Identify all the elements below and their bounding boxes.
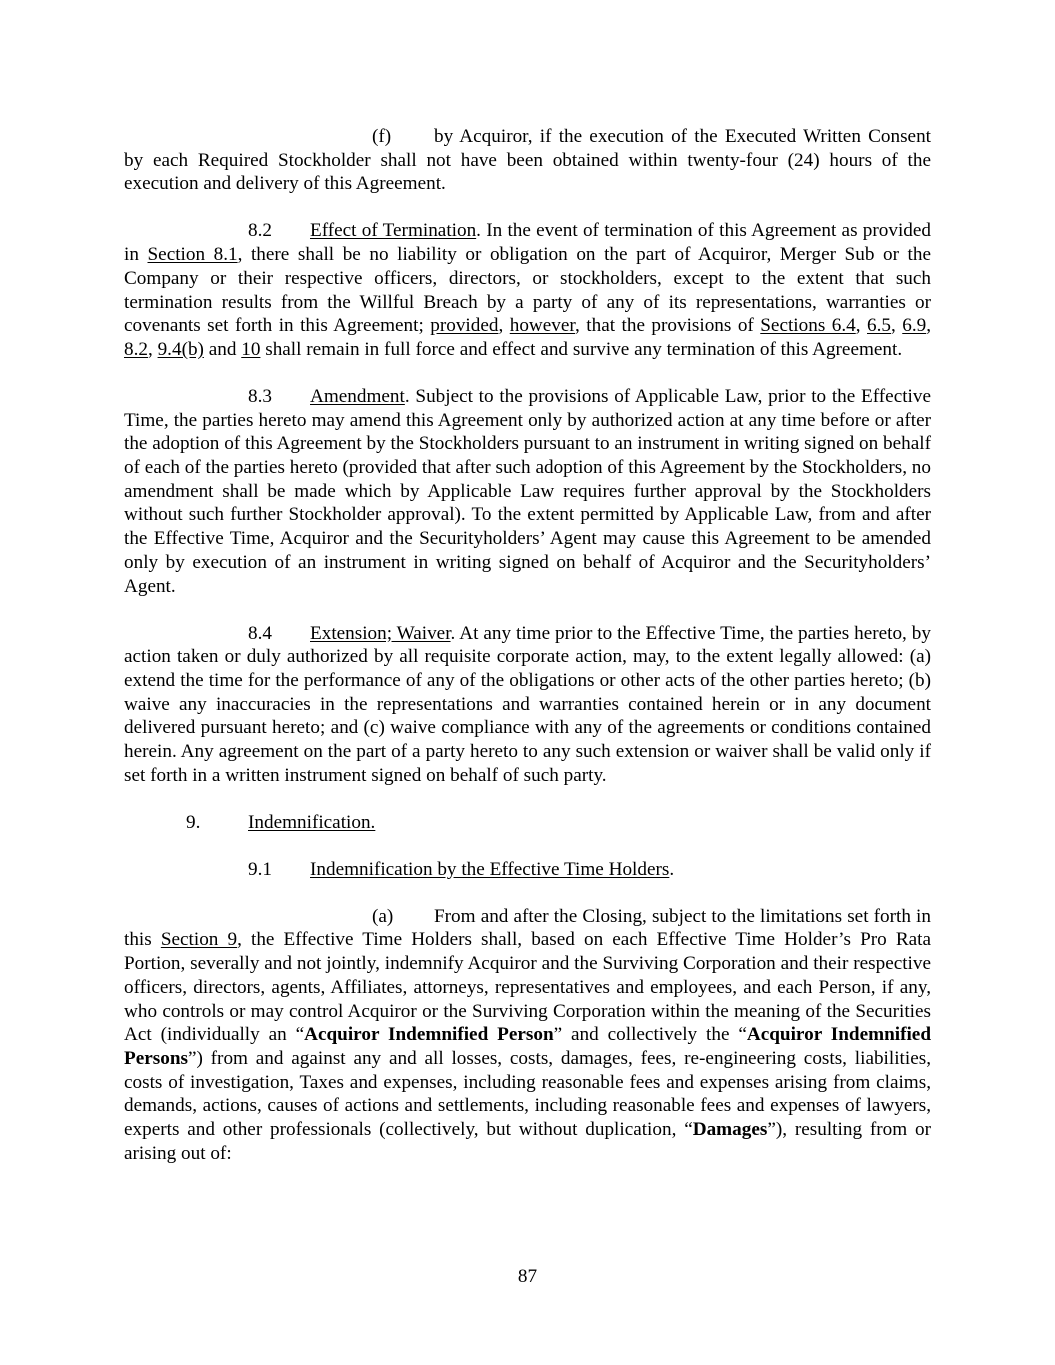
- document-page: [124, 125, 931, 1189]
- section-text: , that the provisions of: [575, 315, 761, 337]
- separator: ,: [926, 315, 932, 337]
- separator: ,: [855, 315, 867, 337]
- cross-reference-link[interactable]: Sections 6.4: [760, 315, 856, 337]
- cross-reference-link[interactable]: Section 9: [160, 929, 238, 951]
- section-text: and: [203, 338, 242, 360]
- separator: ,: [890, 315, 903, 337]
- separator: ,: [147, 338, 158, 360]
- section-8-3: [124, 385, 931, 598]
- section-number: 8.3: [248, 385, 272, 407]
- article-9-heading: [124, 811, 931, 835]
- clause-label: (f): [372, 126, 392, 147]
- emphasis-however: however: [509, 315, 576, 337]
- emphasis-provided: provided: [430, 315, 499, 337]
- paragraph-8-1-f: [124, 125, 931, 196]
- clause-label: (a): [372, 905, 394, 927]
- cross-reference-link[interactable]: 9.4(b): [157, 338, 204, 360]
- clause-text: ” and collectively the “: [553, 1024, 747, 1046]
- clause-text: by Acquiror, if the execution of the Executed Written Consent by each Required Stockholder shall not have been obtained within twenty-four (24) hours of the execution and delivery of this Agreement.: [124, 126, 931, 195]
- section-number: 8.4: [248, 622, 272, 644]
- section-title: Extension; Waiver: [310, 622, 451, 644]
- section-title: Indemnification by the Effective Time Holders: [310, 858, 670, 880]
- cross-reference-link[interactable]: 10: [241, 338, 261, 360]
- section-9-1-heading: [124, 858, 931, 882]
- article-title: Indemnification.: [248, 811, 376, 833]
- section-number: 8.2: [248, 220, 272, 242]
- section-title: Amendment: [310, 385, 405, 407]
- section-text: .: [669, 858, 675, 880]
- cross-reference-link[interactable]: 6.9: [902, 315, 927, 337]
- article-number: 9.: [186, 811, 201, 833]
- page-number: 87: [517, 1266, 538, 1287]
- clause-text: From and after the Closing, subject to the limitations set forth in this: [124, 905, 931, 951]
- defined-term: Acquiror Indemnified Persons: [124, 1024, 931, 1069]
- section-text: . Subject to the provisions of Applicable Law, prior to the Effective Time, the parties hereto may amend this Agreement only by authorized action at any time before or after the adoption of this Agreement by the Stockholders pursuant to an instrument in writing signed on behalf of each of the parties hereto (provided that after such adoption of this Agreement by the Stockholders, no amendment shall be made which by Applicable Law requires further approval by the Stockholders without such further Stockholder approval). To the extent permitted by Applicable Law, from and after the Effective Time, Acquiror and the Securityholders’ Agent may cause this Agreement to be amended only by execution of an instrument in writing signed on behalf of Acquiror and the Securityholders’ Agent.: [124, 385, 931, 597]
- section-8-2: [124, 219, 931, 361]
- section-9-1-a: [124, 905, 931, 1166]
- clause-text: ”) from and against any and all losses, costs, damages, fees, re-engineering costs, liabilities, costs of investigation, Taxes and expenses, including reasonable fees and expenses arising from claims, demands, actions, causes of actions and settlements, including reasonable fees and expenses of lawyers, experts and other professionals (collectively, but without duplication, “: [124, 1047, 931, 1141]
- cross-reference-link[interactable]: Section 8.1: [147, 244, 238, 266]
- section-8-4: [124, 622, 931, 788]
- defined-term: Acquiror Indemnified Person: [304, 1024, 554, 1046]
- clause-text: ”), resulting from or arising out of:: [124, 1119, 931, 1164]
- defined-term: Damages: [692, 1119, 768, 1141]
- cross-reference-link[interactable]: 6.5: [867, 315, 891, 337]
- section-text: . In the event of termination of this Agreement as provided in: [124, 220, 932, 266]
- section-text: , there shall be no liability or obligation on the part of Acquiror, Merger Sub or the Company or their respective officers, directors, or stockholders, except to the extent that such termination results from the Willful Breach by a party of any of its representations, warranties or covenants set forth in this Agreement;: [124, 244, 931, 337]
- section-text: shall remain in full force and effect and survive any termination of this Agreement.: [260, 338, 903, 360]
- section-title: Effect of Termination: [310, 220, 477, 242]
- clause-text: , the Effective Time Holders shall, based on each Effective Time Holder’s Pro Rata Portion, severally and not jointly, indemnify Acquiror and the Surviving Corporation and their respective officers, directors, agents, Affiliates, attorneys, representatives and employees, and each Person, if any, who controls or may control Acquiror or the Surviving Corporation within the meaning of the Securities Act (individually an “: [124, 929, 931, 1046]
- section-number: 9.1: [248, 858, 272, 880]
- cross-reference-link[interactable]: 8.2: [124, 338, 148, 360]
- section-text: ,: [498, 315, 510, 337]
- section-text: . At any time prior to the Effective Time, the parties hereto, by action taken or duly authorized by all requisite corporate action, may, to the extent legally allowed: (a) extend the time for the performance of any of the obligations or other acts of the other parties hereto; (b) waive any inaccuracies in the representations and warranties contained herein or in any document delivered pursuant hereto; and (c) waive compliance with any of the agreements or conditions contained herein. Any agreement on the part of a party hereto to any such extension or waiver shall be valid only if set forth in a written instrument signed on behalf of such party.: [124, 622, 931, 786]
